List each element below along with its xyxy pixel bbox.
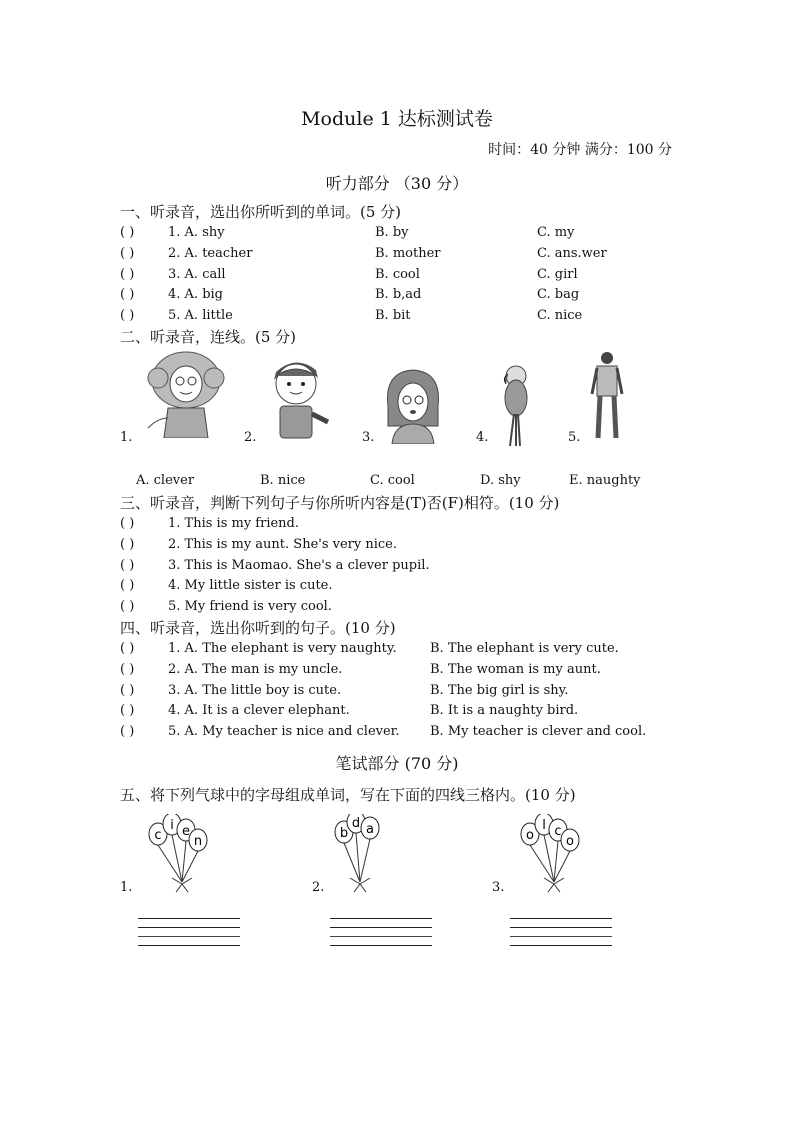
answer-blank: ( ) <box>120 661 135 677</box>
grid-line <box>330 945 432 946</box>
question-row <box>120 222 680 243</box>
option-b: B. b,ad <box>375 287 422 303</box>
girl-glasses-picture <box>380 366 446 444</box>
question-row <box>120 243 680 264</box>
word-option: A. clever <box>136 473 195 488</box>
answer-blank: ( ) <box>120 266 135 282</box>
writing-heading: 笔试部分 (70 分) <box>335 754 459 773</box>
section-1-heading: 一、听录音，选出你所听到的单词。(5 分) <box>120 203 402 221</box>
option-a: 3. A. call <box>168 266 226 282</box>
answer-blank: ( ) <box>120 703 135 719</box>
picture-number: 2. <box>244 430 257 445</box>
sentence: 3. This is Maomao. She's a clever pupil. <box>168 557 430 573</box>
picture-number: 3. <box>362 430 375 445</box>
option-c: C. bag <box>537 287 580 303</box>
balloon-letter: d <box>351 816 361 831</box>
word-option: E. naughty <box>569 473 641 488</box>
sentence: 1. This is my friend. <box>168 516 300 531</box>
answer-blank: ( ) <box>120 516 135 531</box>
balloon-bunch <box>316 814 426 894</box>
sentence: 4. My little sister is cute. <box>168 578 333 594</box>
grid-line <box>138 918 240 919</box>
grid-line <box>510 927 612 928</box>
option-a: 3. A. The little boy is cute. <box>168 682 342 698</box>
balloon-letter: o <box>526 828 534 843</box>
grid-line <box>330 927 432 928</box>
option-a: 1. A. The elephant is very naughty. <box>168 641 397 656</box>
parrot-picture <box>494 362 534 446</box>
group-number: 2. <box>312 880 325 895</box>
answer-blank: ( ) <box>120 557 135 573</box>
balloon-letter: l <box>542 818 546 833</box>
picture-number: 4. <box>476 430 489 445</box>
section-4-heading: 四、听录音，选出你听到的句子。(10 分) <box>120 619 396 637</box>
question-row <box>120 680 680 701</box>
grid-line <box>138 945 240 946</box>
grid-line <box>510 936 612 937</box>
question-row <box>120 575 680 596</box>
option-c: C. girl <box>537 266 578 282</box>
balloon-letter: o <box>566 834 574 849</box>
option-b: B. mother <box>375 245 441 261</box>
grid-line <box>138 936 240 937</box>
section-5-heading: 五、将下列气球中的字母组成单词，写在下面的四线三格内。(10 分) <box>120 786 576 804</box>
four-line-writing-grid[interactable] <box>330 918 432 954</box>
balloon-letter: i <box>170 818 174 833</box>
option-c: C. nice <box>537 308 583 324</box>
grid-line <box>510 918 612 919</box>
boy-picture <box>260 356 332 442</box>
option-a: 2. A. The man is my uncle. <box>168 661 343 677</box>
balloon-letter: c <box>154 828 162 843</box>
question-row <box>120 638 680 659</box>
question-row <box>120 534 680 555</box>
answer-blank: ( ) <box>120 641 135 656</box>
balloon-letter: c <box>554 824 562 839</box>
grid-line <box>330 918 432 919</box>
question-row <box>120 596 680 617</box>
page-title: Module 1 达标测试卷 <box>301 108 493 130</box>
option-c: C. my <box>537 225 575 240</box>
word-option: C. cool <box>370 473 415 488</box>
option-a: 5. A. little <box>168 308 233 324</box>
option-a: 4. A. big <box>168 287 223 303</box>
question-row <box>120 305 680 326</box>
question-row <box>120 264 680 285</box>
group-number: 1. <box>120 880 133 895</box>
question-row <box>120 513 680 534</box>
picture-number: 5. <box>568 430 581 445</box>
balloon-bunch <box>496 814 606 894</box>
option-b: B. The big girl is shy. <box>430 682 569 698</box>
option-b: B. by <box>375 225 409 240</box>
balloon-letter: b <box>339 826 349 841</box>
grid-line <box>510 945 612 946</box>
balloon-letter: e <box>182 824 190 839</box>
grid-line <box>330 936 432 937</box>
question-row <box>120 721 680 742</box>
four-line-writing-grid[interactable] <box>138 918 240 954</box>
question-row <box>120 659 680 680</box>
option-b: B. The elephant is very cute. <box>430 641 619 656</box>
option-a: 5. A. My teacher is nice and clever. <box>168 724 400 740</box>
group-number: 3. <box>492 880 505 895</box>
balloon-bunch <box>124 814 234 894</box>
answer-blank: ( ) <box>120 225 135 240</box>
answer-blank: ( ) <box>120 682 135 698</box>
grid-line <box>138 927 240 928</box>
sentence: 5. My friend is very cool. <box>168 599 332 615</box>
word-option: B. nice <box>260 473 306 488</box>
man-picture <box>590 350 624 442</box>
answer-blank: ( ) <box>120 599 135 615</box>
answer-blank: ( ) <box>120 724 135 740</box>
question-row <box>120 284 680 305</box>
four-line-writing-grid[interactable] <box>510 918 612 954</box>
balloon-string <box>360 839 370 882</box>
option-b: B. My teacher is clever and cool. <box>430 724 647 740</box>
answer-blank: ( ) <box>120 287 135 303</box>
option-c: C. ans.wer <box>537 245 607 261</box>
balloon-letter: n <box>193 834 203 849</box>
option-b: B. bit <box>375 308 411 324</box>
word-option: D. shy <box>480 473 521 488</box>
teacher-woman-picture <box>138 348 234 438</box>
sentence: 2. This is my aunt. She's very nice. <box>168 536 398 552</box>
option-b: B. cool <box>375 266 420 282</box>
answer-blank: ( ) <box>120 578 135 594</box>
answer-blank: ( ) <box>120 536 135 552</box>
section-2-heading: 二、听录音，连线。(5 分) <box>120 328 297 346</box>
option-a: 4. A. It is a clever elephant. <box>168 703 350 719</box>
option-a: 2. A. teacher <box>168 245 253 261</box>
option-a: 1. A. shy <box>168 225 225 240</box>
option-b: B. It is a naughty bird. <box>430 703 579 719</box>
question-row <box>120 555 680 576</box>
answer-blank: ( ) <box>120 308 135 324</box>
question-row <box>120 700 680 721</box>
exam-meta: 时间：40 分钟 满分：100 分 <box>488 142 672 158</box>
option-b: B. The woman is my aunt. <box>430 661 601 677</box>
section-3-heading: 三、听录音，判断下列句子与你所听内容是(T)否(F)相符。(10 分) <box>120 494 560 512</box>
answer-blank: ( ) <box>120 245 135 261</box>
picture-number: 1. <box>120 430 133 445</box>
listening-heading: 听力部分 （30 分） <box>325 174 469 193</box>
balloon-letter: a <box>366 822 374 837</box>
